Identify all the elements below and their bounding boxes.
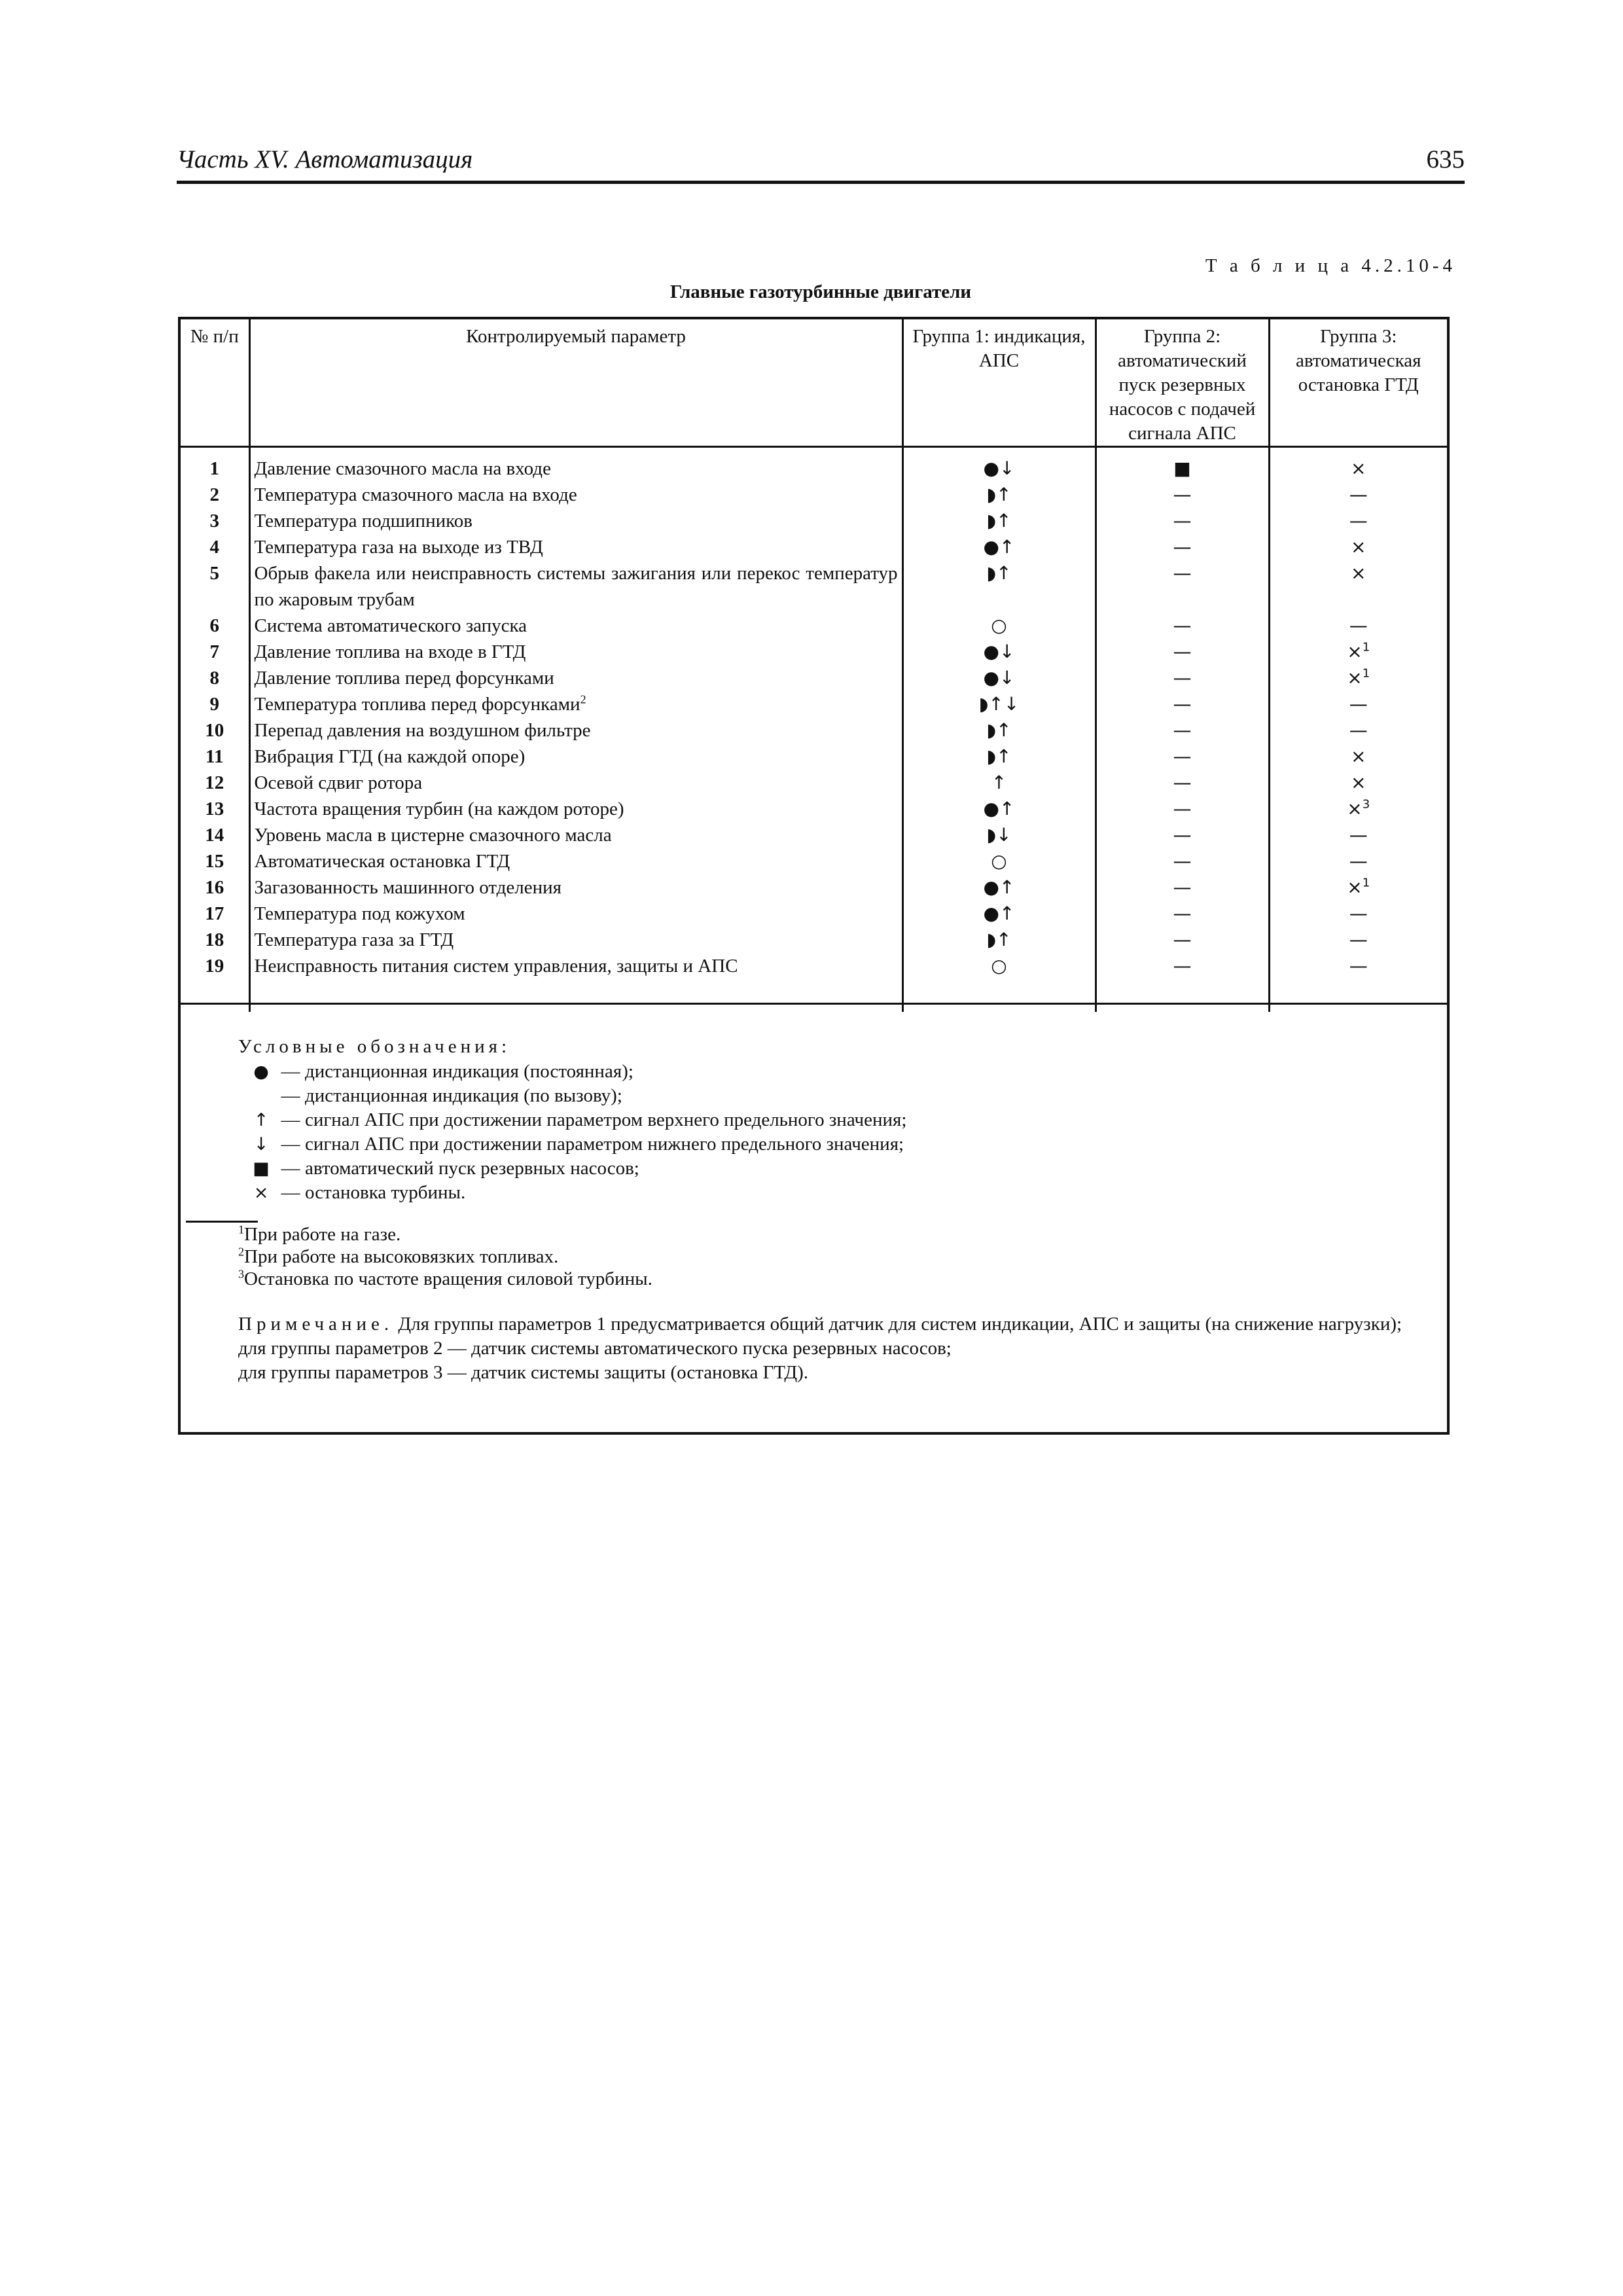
row-group1-symbol: ○ xyxy=(902,953,1096,1012)
footnote-text: При работе на газе. xyxy=(244,1224,401,1245)
parameters-table xyxy=(181,319,1447,1012)
legend-symbol: ↑ xyxy=(253,1110,269,1130)
table-row xyxy=(181,560,1447,613)
row-group3-symbol: × xyxy=(1351,536,1366,558)
table-row xyxy=(181,665,1447,691)
row-number: 6 xyxy=(181,613,249,639)
note-line2: для группы параметров 2 — датчик системы автоматического пуска резервных насосов; xyxy=(238,1338,952,1359)
col-header-parameter: Контролируемый параметр xyxy=(249,319,902,447)
row-group1-symbol: ●↑ xyxy=(902,534,1096,560)
row-number: 9 xyxy=(181,691,249,717)
row-number: 10 xyxy=(181,717,249,744)
row-parameter: Давление топлива на входе в ГТД xyxy=(249,639,902,665)
row-group2-symbol: — xyxy=(1096,927,1269,953)
legend-symbol: ● xyxy=(253,1062,269,1082)
legend-symbol xyxy=(246,1084,276,1108)
row-group3-symbol: — xyxy=(1349,929,1368,950)
table-row xyxy=(181,901,1447,927)
row-parameter: Перепад давления на воздушном фильтре xyxy=(249,717,902,744)
row-group1-symbol: ●↓ xyxy=(902,665,1096,691)
legend-title: Условные обозначения: xyxy=(238,1036,511,1057)
table-row xyxy=(181,848,1447,874)
footnote xyxy=(238,1223,652,1246)
row-parameter: Давление смазочного масла на входе xyxy=(249,447,902,482)
row-number: 15 xyxy=(181,848,249,874)
row-group1-symbol: ◗↑ xyxy=(902,717,1096,744)
footnote xyxy=(238,1246,652,1268)
row-group3-symbol: — xyxy=(1349,719,1368,741)
row-parameter: Частота вращения турбин (на каждом роторе) xyxy=(249,796,902,822)
table-row xyxy=(181,639,1447,665)
col-header-group1: Группа 1: индикация, АПС xyxy=(902,319,1096,447)
table-label: Т а б л и ц а 4.2.10-4 xyxy=(1205,255,1456,276)
col-header-group3: Группа 3: автоматическая остановка ГТД xyxy=(1269,319,1447,447)
legend-text: автоматический пуск резервных насосов; xyxy=(305,1158,639,1179)
legend-item xyxy=(246,1181,906,1205)
legend-dash: — xyxy=(281,1134,300,1155)
row-parameter: Обрыв факела или неисправность системы зажигания или перекос температур по жаровым трубам xyxy=(249,560,902,613)
row-group3-symbol: — xyxy=(1349,850,1368,872)
row-group1-symbol: ◗↑ xyxy=(902,560,1096,613)
row-number: 17 xyxy=(181,901,249,927)
footnote-text: При работе на высоковязких топливах. xyxy=(244,1246,559,1267)
row-group3-symbol: — xyxy=(1349,903,1368,924)
row-parameter: Температура газа на выходе из ТВД xyxy=(249,534,902,560)
row-group3-symbol: × xyxy=(1351,745,1366,767)
legend-symbol: ↓ xyxy=(253,1134,269,1155)
legend-dash: — xyxy=(281,1182,300,1203)
row-number: 1 xyxy=(181,447,249,482)
row-group3-symbol: × xyxy=(1351,457,1366,479)
row-group1-symbol: ↑ xyxy=(902,770,1096,796)
row-group2-symbol: — xyxy=(1096,953,1269,1012)
row-group2-symbol: — xyxy=(1096,639,1269,665)
row-number: 2 xyxy=(181,482,249,508)
row-parameter: Уровень масла в цистерне смазочного масла xyxy=(249,822,902,848)
footnote xyxy=(238,1268,652,1290)
table-row xyxy=(181,744,1447,770)
note-block xyxy=(186,1312,1429,1385)
note-line3: для группы параметров 3 — датчик системы защиты (остановка ГТД). xyxy=(238,1362,809,1383)
row-number: 4 xyxy=(181,534,249,560)
note-line1: Для группы параметров 1 предусматривается общий датчик для систем индикации, АПС и защиты (на снижение нагрузки); xyxy=(398,1314,1402,1335)
legend-item xyxy=(246,1157,906,1181)
note-label: Примечание. xyxy=(238,1314,394,1335)
row-group1-symbol: ◗↑ xyxy=(902,482,1096,508)
col-header-number: № п/п xyxy=(181,319,249,447)
row-group3-symbol: — xyxy=(1349,615,1368,636)
row-parameter: Температура топлива перед форсунками$^2$ xyxy=(249,691,902,717)
row-parameter: Осевой сдвиг ротора xyxy=(249,770,902,796)
footnote-ref: 2 xyxy=(580,692,586,706)
legend-text: остановка турбины. xyxy=(305,1182,466,1203)
footnote-ref: 1 xyxy=(1362,876,1370,890)
row-group2-symbol: — xyxy=(1096,665,1269,691)
table-row xyxy=(181,927,1447,953)
legend-item xyxy=(246,1084,906,1108)
row-number: 19 xyxy=(181,953,249,1012)
row-group1-symbol: ○ xyxy=(902,613,1096,639)
row-group3-symbol: ×$^1$ xyxy=(1347,876,1370,898)
row-group2-symbol: — xyxy=(1096,848,1269,874)
footnote-mark: 1 xyxy=(238,1223,244,1236)
row-parameter: Неисправность питания систем управления, защиты и АПС xyxy=(249,953,902,1012)
row-group3-symbol: — xyxy=(1349,510,1368,531)
legend-item xyxy=(246,1132,906,1157)
row-parameter: Температура смазочного масла на входе xyxy=(249,482,902,508)
row-group3-symbol: ×$^3$ xyxy=(1347,797,1370,819)
row-number: 18 xyxy=(181,927,249,953)
table-row xyxy=(181,534,1447,560)
footnote-ref: 1 xyxy=(1362,640,1370,655)
row-group2-symbol: — xyxy=(1096,534,1269,560)
row-group1-symbol: ◗↑ xyxy=(902,744,1096,770)
legend-text: сигнал АПС при достижении параметром нижнего предельного значения; xyxy=(305,1134,904,1155)
row-group2-symbol: — xyxy=(1096,744,1269,770)
row-number: 5 xyxy=(181,560,249,613)
row-group2-symbol: — xyxy=(1096,796,1269,822)
legend-section xyxy=(181,1003,1447,1437)
table-row xyxy=(181,482,1447,508)
legend-dash: — xyxy=(281,1085,300,1106)
row-group2-symbol: ■ xyxy=(1096,447,1269,482)
row-group3-symbol: ×$^1$ xyxy=(1347,666,1370,689)
legend-list xyxy=(246,1060,906,1205)
row-number: 16 xyxy=(181,874,249,901)
row-group2-symbol: — xyxy=(1096,770,1269,796)
footnote-mark: 3 xyxy=(238,1267,244,1281)
row-group1-symbol: ●↑ xyxy=(902,796,1096,822)
row-group1-symbol: ●↓ xyxy=(902,447,1096,482)
row-group2-symbol: — xyxy=(1096,717,1269,744)
row-number: 11 xyxy=(181,744,249,770)
row-group2-symbol: — xyxy=(1096,822,1269,848)
table-frame xyxy=(178,317,1450,1435)
row-group1-symbol: ●↓ xyxy=(902,639,1096,665)
row-group1-symbol: ◗↑↓ xyxy=(902,691,1096,717)
row-parameter: Температура подшипников xyxy=(249,508,902,534)
row-number: 7 xyxy=(181,639,249,665)
table-row xyxy=(181,796,1447,822)
legend-symbol: ■ xyxy=(253,1158,270,1179)
row-group3-symbol: ×$^1$ xyxy=(1347,640,1370,662)
row-group1-symbol: ◗↓ xyxy=(902,822,1096,848)
row-number: 13 xyxy=(181,796,249,822)
row-parameter: Загазованность машинного отделения xyxy=(249,874,902,901)
row-group1-symbol: ○ xyxy=(902,848,1096,874)
table-row xyxy=(181,717,1447,744)
row-group3-symbol: × xyxy=(1351,772,1366,793)
footnote-ref: 1 xyxy=(1362,666,1370,681)
table-row xyxy=(181,691,1447,717)
row-group2-symbol: — xyxy=(1096,560,1269,613)
row-group2-symbol: — xyxy=(1096,508,1269,534)
legend-text: дистанционная индикация (постоянная); xyxy=(305,1061,633,1082)
row-group2-symbol: — xyxy=(1096,874,1269,901)
row-group3-symbol: — xyxy=(1349,693,1368,715)
row-number: 8 xyxy=(181,665,249,691)
row-parameter: Температура газа за ГТД xyxy=(249,927,902,953)
table-row xyxy=(181,508,1447,534)
table-row xyxy=(181,822,1447,848)
row-group3-symbol: — xyxy=(1349,955,1368,977)
row-group2-symbol: — xyxy=(1096,901,1269,927)
row-group1-symbol: ◗↑ xyxy=(902,927,1096,953)
legend-dash: — xyxy=(281,1061,300,1082)
row-parameter: Система автоматического запуска xyxy=(249,613,902,639)
footnote-mark: 2 xyxy=(238,1245,244,1259)
table-row xyxy=(181,447,1447,482)
legend-item xyxy=(246,1060,906,1084)
row-number: 3 xyxy=(181,508,249,534)
table-row xyxy=(181,874,1447,901)
table-row xyxy=(181,613,1447,639)
legend-text: сигнал АПС при достижении параметром верхнего предельного значения; xyxy=(305,1109,907,1130)
col-header-group2: Группа 2: автоматический пуск резервных насосов с подачей сигнала АПС xyxy=(1096,319,1269,447)
footnote-list xyxy=(238,1223,652,1290)
row-group2-symbol: — xyxy=(1096,691,1269,717)
table-body xyxy=(181,447,1447,1013)
row-parameter: Автоматическая остановка ГТД xyxy=(249,848,902,874)
legend-symbol: × xyxy=(253,1183,269,1203)
table-title: Главные газотурбинные двигатели xyxy=(669,281,972,302)
footnote-rule xyxy=(186,1221,258,1223)
row-parameter: Давление топлива перед форсунками xyxy=(249,665,902,691)
legend-dash: — xyxy=(281,1158,300,1179)
row-group1-symbol: ◗↑ xyxy=(902,508,1096,534)
row-number: 12 xyxy=(181,770,249,796)
row-parameter: Температура под кожухом xyxy=(249,901,902,927)
footnote-text: Остановка по частоте вращения силовой турбины. xyxy=(244,1268,652,1289)
row-group2-symbol: — xyxy=(1096,613,1269,639)
row-number: 14 xyxy=(181,822,249,848)
legend-item xyxy=(246,1108,906,1132)
row-group3-symbol: × xyxy=(1351,562,1366,584)
row-group1-symbol: ●↑ xyxy=(902,901,1096,927)
legend-text: дистанционная индикация (по вызову); xyxy=(305,1085,622,1106)
row-group1-symbol: ●↑ xyxy=(902,874,1096,901)
table-row xyxy=(181,770,1447,796)
footnote-ref: 3 xyxy=(1362,797,1370,812)
legend-dash: — xyxy=(281,1109,300,1130)
row-group3-symbol: — xyxy=(1349,484,1368,505)
section-title: Часть XV. Автоматизация xyxy=(177,145,473,173)
row-group2-symbol: — xyxy=(1096,482,1269,508)
row-group3-symbol: — xyxy=(1349,824,1368,846)
row-parameter: Вибрация ГТД (на каждой опоре) xyxy=(249,744,902,770)
page-number: 635 xyxy=(1426,145,1465,173)
table-header-row xyxy=(181,319,1447,447)
running-head xyxy=(177,143,1465,184)
